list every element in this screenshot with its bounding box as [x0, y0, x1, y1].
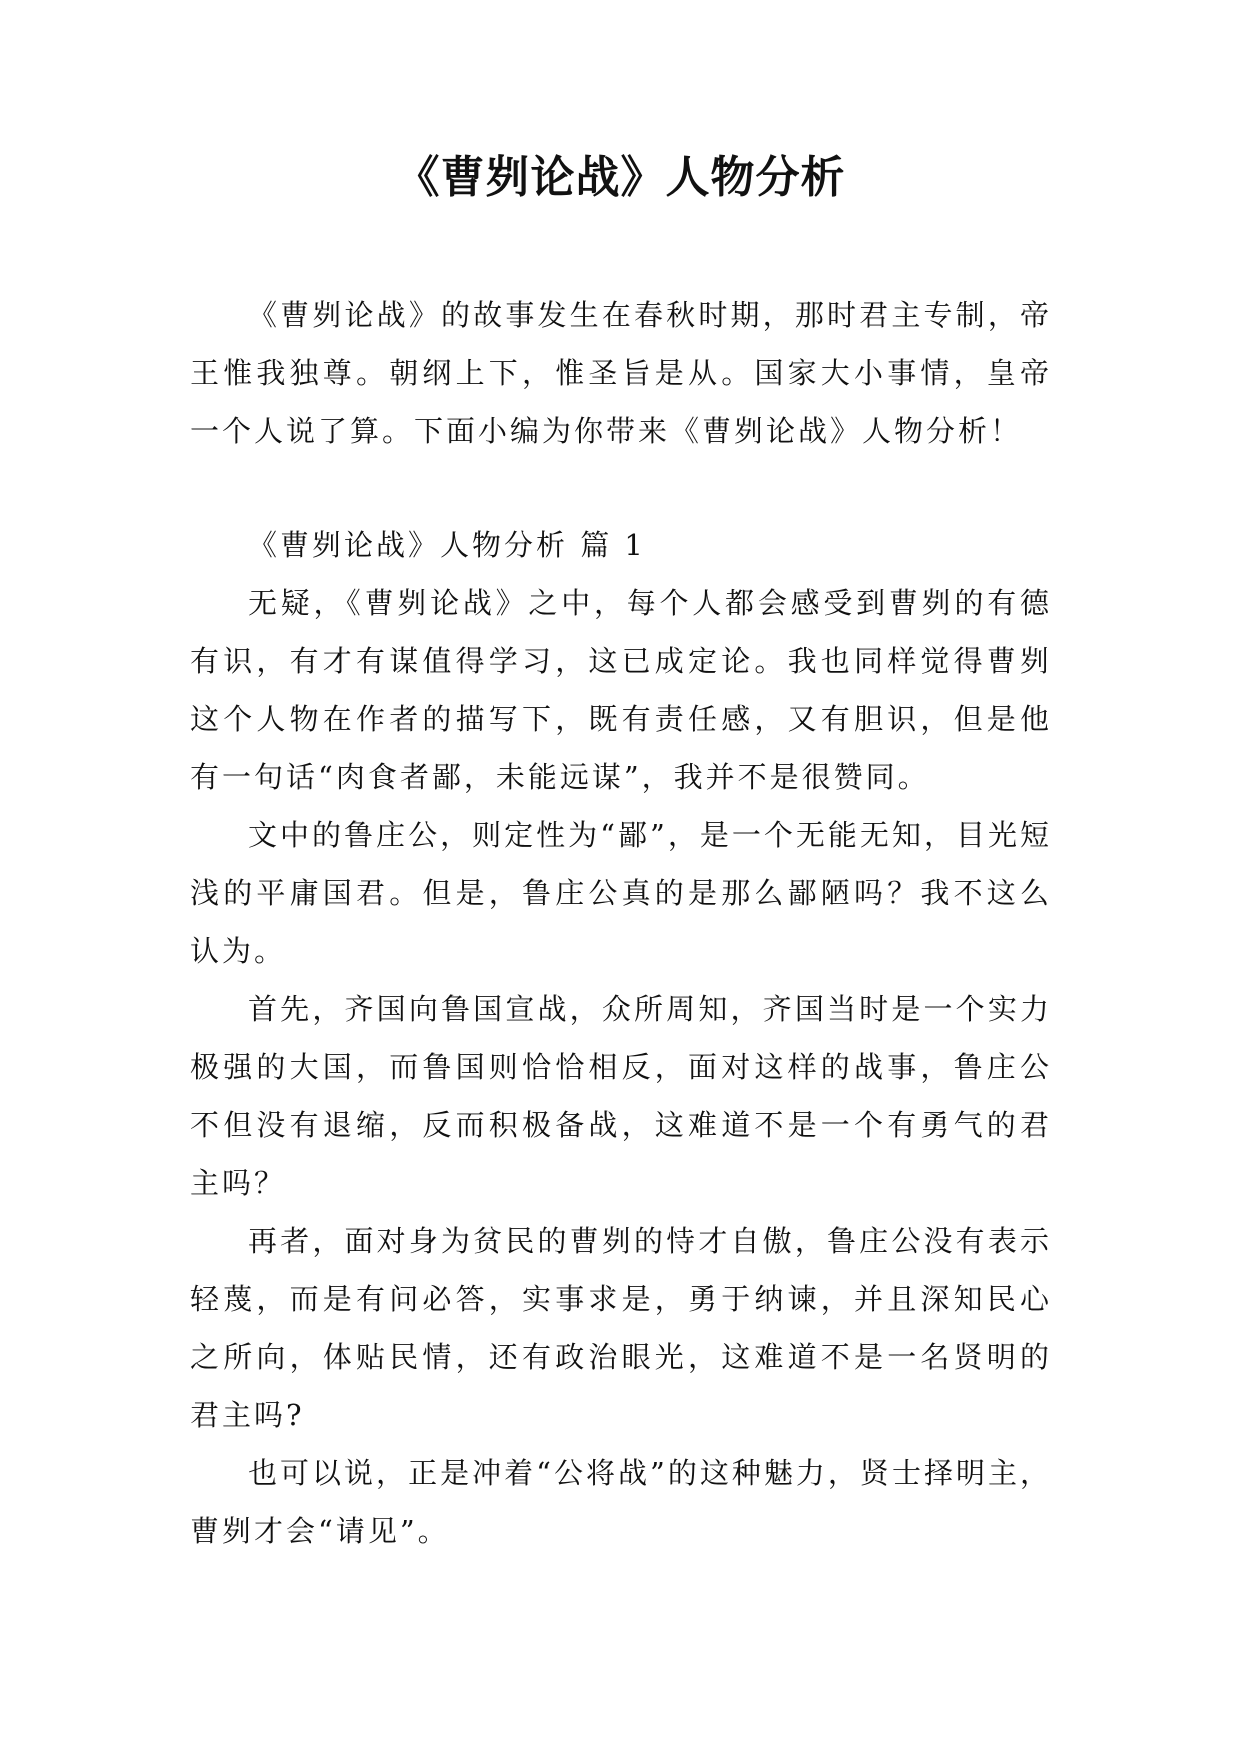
article-section: [190, 516, 1052, 1560]
document-title: 《曹刿论战》人物分析: [395, 152, 846, 203]
paragraph: 再者，面对身为贫民的曹刿的恃才自傲，鲁庄公没有表示轻蔑，而是有问必答，实事求是，勇于纳谏，并且深知民心之所向，体贴民情，还有政治眼光，这难道不是一名贤明的君主吗?: [190, 1224, 1052, 1432]
paragraph: 无疑，《曹刿论战》之中，每个人都会感受到曹刿的有德有识，有才有谋值得学习，这已成定论。我也同样觉得曹刿这个人物在作者的描写下，既有责任感，又有胆识，但是他有一句话“肉食者鄙，未能远谋”，我并不是很赞同。: [190, 586, 1052, 794]
paragraph: 也可以说，正是冲着“公将战”的这种魅力，贤士择明主，曹刿才会“请见”。: [190, 1456, 1052, 1548]
section-heading: 《曹刿论战》人物分析 篇 1: [248, 528, 646, 562]
intro-section: [190, 286, 1052, 460]
paragraph: 首先，齐国向鲁国宣战，众所周知，齐国当时是一个实力极强的大国，而鲁国则恰恰相反，面对这样的战事，鲁庄公不但没有退缩，反而积极备战，这难道不是一个有勇气的君主吗？: [190, 992, 1052, 1200]
intro-paragraph: 《曹刿论战》的故事发生在春秋时期，那时君主专制，帝王惟我独尊。朝纲上下，惟圣旨是从。国家大小事情，皇帝一个人说了算。下面小编为你带来《曹刿论战》人物分析！: [190, 298, 1052, 448]
paragraph: 文中的鲁庄公，则定性为“鄙”，是一个无能无知，目光短浅的平庸国君。但是，鲁庄公真的是那么鄙陋吗？我不这么认为。: [190, 818, 1052, 968]
